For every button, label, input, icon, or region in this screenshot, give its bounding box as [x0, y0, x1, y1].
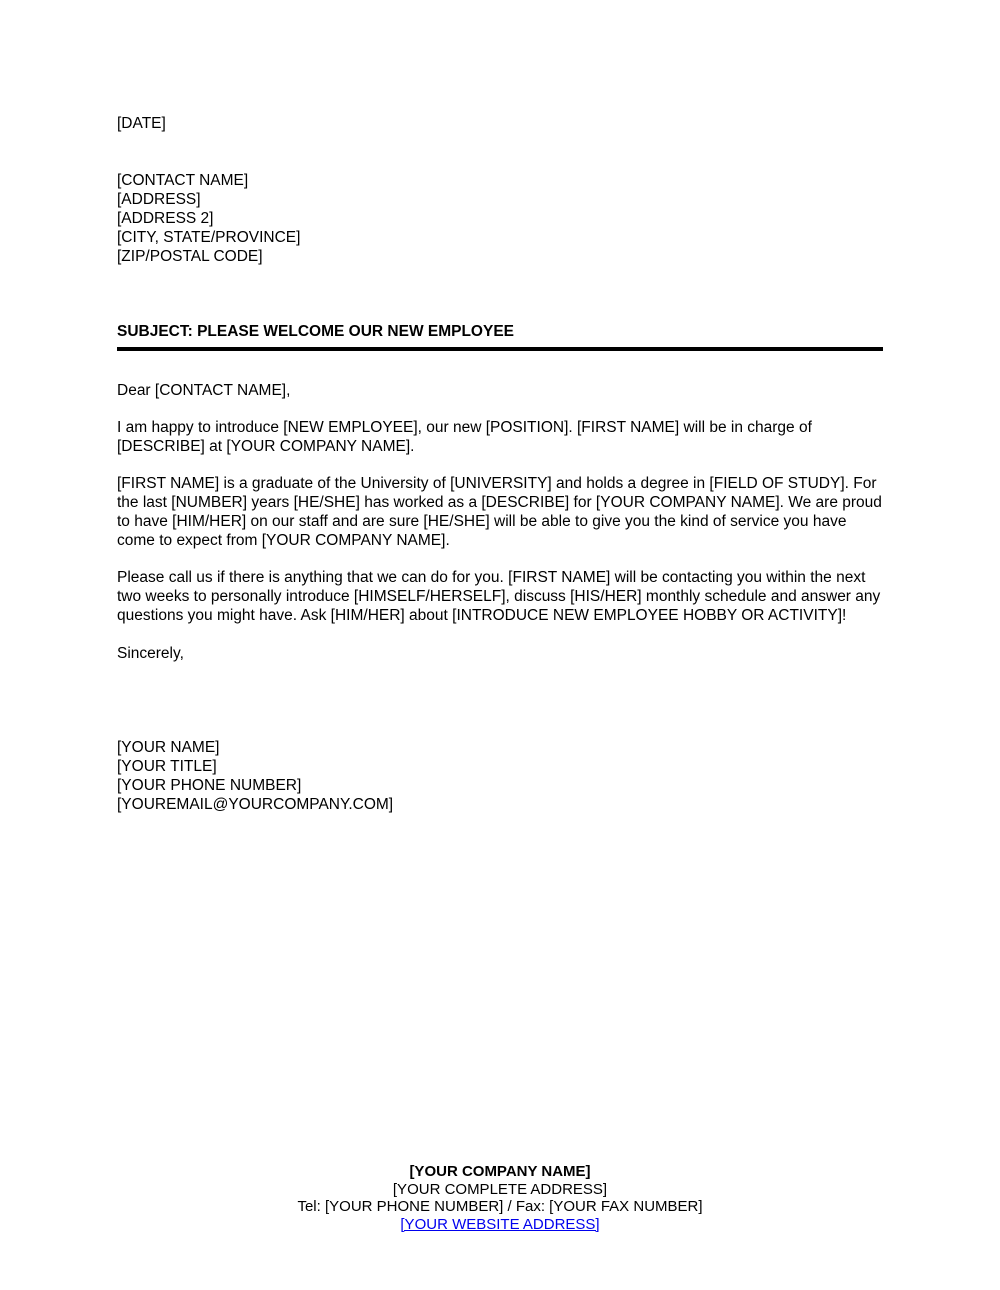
footer-company-name: [YOUR COMPANY NAME] [409, 1163, 591, 1180]
recipient-zip: [ZIP/POSTAL CODE] [117, 248, 263, 265]
footer-tel-fax: Tel: [YOUR PHONE NUMBER] / Fax: [YOUR FAX NUMBER] [297, 1198, 703, 1215]
subject-divider [117, 347, 883, 351]
letter-footer [0, 1163, 1000, 1233]
signature-name: [YOUR NAME] [117, 739, 220, 756]
signature-block [117, 738, 883, 814]
recipient-address-2: [ADDRESS 2] [117, 210, 214, 227]
subject-line: SUBJECT: PLEASE WELCOME OUR NEW EMPLOYEE [117, 323, 515, 340]
signature-phone: [YOUR PHONE NUMBER] [117, 777, 302, 794]
footer-website-link[interactable]: [YOUR WEBSITE ADDRESS] [400, 1215, 600, 1233]
paragraph-background: [FIRST NAME] is a graduate of the University of [UNIVERSITY] and holds a degree in [FIELD OF STUDY]. For the last [NUMBER] years [HE/SHE] has worked as a [DESCRIBE] for [YOUR COMPANY NAME]. We are proud to have [HIM/HER] on our staff and are sure [HE/SHE] will be able to give you the kind of service you have come to expect from [YOUR COMPANY NAME]. [117, 475, 882, 549]
date-line: [DATE] [117, 115, 166, 132]
closing: Sincerely, [117, 645, 184, 662]
footer-address: [YOUR COMPLETE ADDRESS] [392, 1180, 608, 1198]
paragraph-intro: I am happy to introduce [NEW EMPLOYEE], our new [POSITION]. [FIRST NAME] will be in charge of [DESCRIBE] at [YOUR COMPANY NAME]. [117, 419, 812, 455]
paragraph-contact: Please call us if there is anything that we can do for you. [FIRST NAME] will be contacting you within the next two weeks to personally introduce [HIMSELF/HERSELF], discuss [HIS/HER] monthly schedule and answer any questions you might have. Ask [HIM/HER] about [INTRODUCE NEW EMPLOYEE HOBBY OR ACTIVITY]! [117, 569, 881, 624]
salutation: Dear [CONTACT NAME], [117, 382, 291, 399]
signature-email: [YOUREMAIL@YOURCOMPANY.COM] [117, 796, 394, 813]
recipient-contact-name: [CONTACT NAME] [117, 172, 249, 189]
recipient-block [117, 171, 883, 266]
recipient-address: [ADDRESS] [117, 191, 201, 208]
recipient-city-state: [CITY, STATE/PROVINCE] [117, 229, 301, 246]
signature-title: [YOUR TITLE] [117, 758, 217, 775]
